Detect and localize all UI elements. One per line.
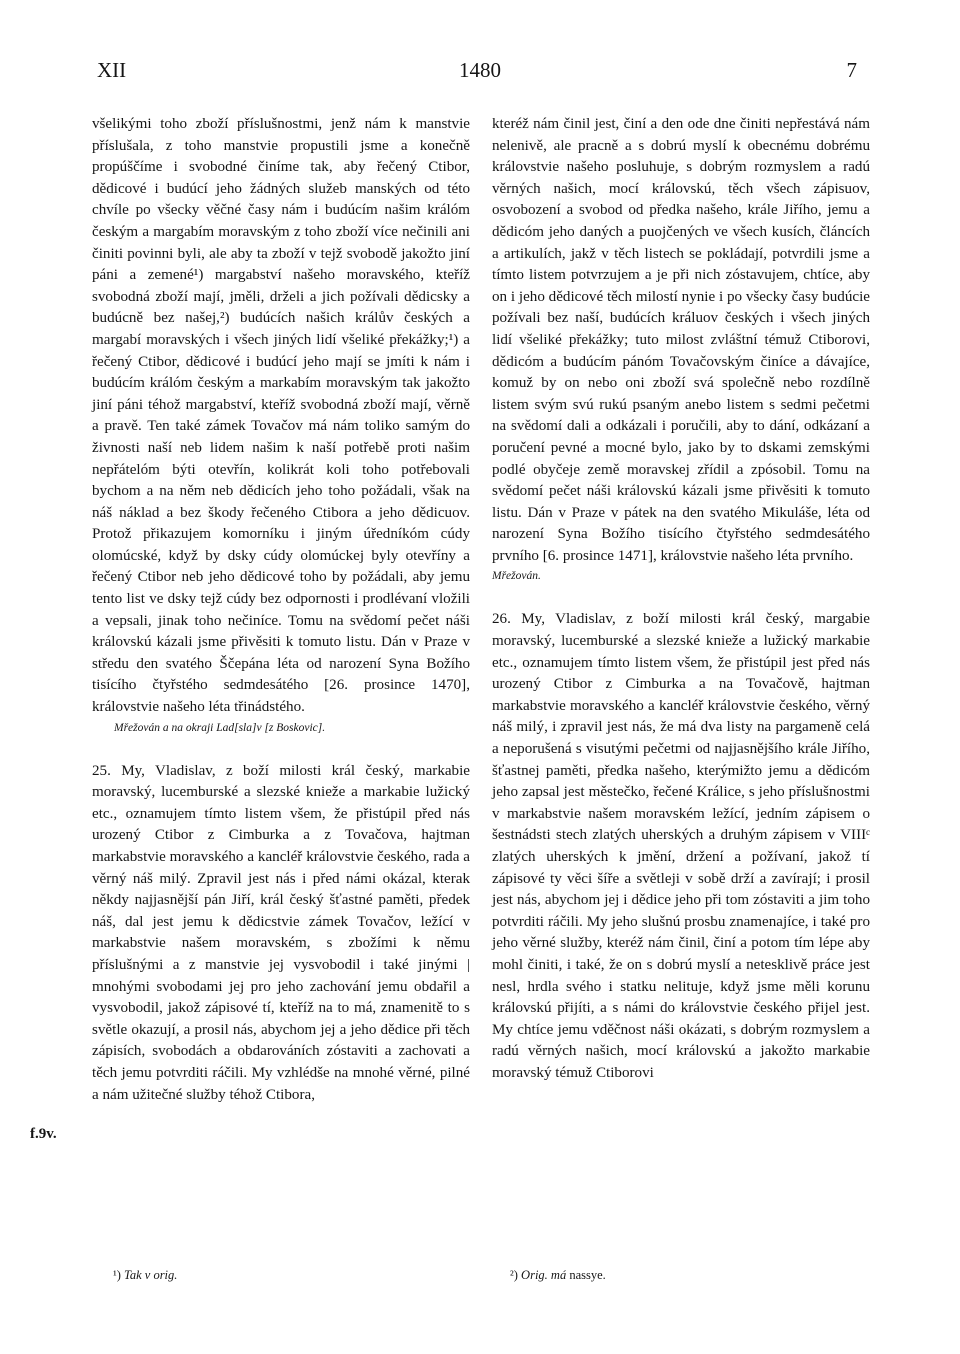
document-24-text: všelikými toho zboží příslušnostmi, jenž nám k manstvie příslušala, z toho manstvie propustili jsme a konečně propúščíme i svobodné činíme tak, aby řečený Ctibor, dědicové i budúcí jeho žádných služeb manských od této chvíle po všecky věčné časy nám i budúcím našim králóm českým a margabím moravským z toho zboží více nečinili ani činiti povinni byli, ale aby ta zboží v tejž svobodě jakožto jiní páni a zemené¹) margabství našeho moravského, kteříž svobodná zboží mají, jměli, drželi a jich požívali dědicsky a budúcně bez našej,²) budúcích našich králův českých a margabí moravských i všech jiných lidí všeliké překážky;¹) a řečený Ctibor, dědicové i budúcí jeho mají se jmíti k nám i budúcím králóm českým a markabím moravským tak jakožto jiní páni téhož margabství, kteříž svobodná zboží mají, věrně a pravě. Ten také zámek Tovačov má nám toliko samým do živnosti naší neb lidem našim k naší potřebě proti našim nepřátelóm býti otevřín, kolikrát koli toho potřebovali bychom a na něm neb dědicích jeho toho požádali, však na náš náklad a bez škody řečeného Ctibora a jeho dědicuov. Protož přikazujem komorníku i jiným úředníkóm cúdy olomúcské, když by dsky cúdy olomúckej byly otevříny a řečený Ctibor neb jeho dědicové toho by požádali, aby jemu tento list ve dsky tejž cúdy bez odpornosti i prodlévaní vložili a vepsali, jinak toho nečiníce. Tomu na svědomí pečet náši královskú kázali jsme přivěsiti k tomuto listu. Dán v Praze v středu den svatého Ščepána léta od narození Syna Božího tisícího čtyřstého sedmdesátého [26. prosince 1470], královstvie našeho léta třinádstého. (92, 116, 470, 716)
footnote-2-mark: ²) (510, 1268, 518, 1282)
right-column (492, 114, 870, 1085)
footnote-2-italic: Orig. má (521, 1268, 567, 1282)
volume-number: XII (97, 58, 127, 82)
page-number: 7 (846, 58, 857, 82)
document-25-signature: Mřežován. (492, 570, 541, 583)
section-gap (492, 585, 870, 609)
footnote-2 (510, 1268, 606, 1283)
document-25-text: 25. My, Vladislav, z boží milosti král český, markabie moravský, lucemburské a slezské knieže a markabie lužický etc., oznamujem tímto listem všem, že přistúpil před nás urozený Ctibor z Cimburka a z Tovačova, hajtman markabstvie moravského a kancléř královstvie českého, rada a věrný náš milý. Zpravil jest nás i před námi okázal, kterak někdy najjasnější pán Jiří, král český šťastné paměti, předek náš, dal jest jemu k dědicstvie zámek Tovačov, ležící v markabstvie našem moravském, s zbožími k němu příslušnými a z manstvie jej vysvobodil i také jinými | mnohými svobodami jej pro jeho zachování jemu obdařil a vysvobodil, jakož zápisové tí, kteříž na to má, znamenitě to s světle okazují, a prosil nás, abychom jej a jeho dědice při těch zápisích, svobodách a obdarováních zóstaviti a zachovati a těch jemu potvrditi ráčili. My vzhlédše na mnohé věrné, pilné a nám užitečné služby téhož Ctibora, (92, 762, 470, 1103)
page-header (0, 58, 960, 88)
footnote-1 (113, 1268, 177, 1283)
document-26-text: 26. My, Vladislav, z boží milosti král český, margabie moravský, lucemburské a slezské knieže a lužický markabie etc., oznamujem tímto listem všem, že přistúpil jest před nás urozený Ctibor z Cimburka a na Tovačově, hajtman markabstvie moravského a kancléř královstvie českého, věrný náš milý, i zpravil jest nás, že má dva listy na pargameně celá a neporušená s visutými pečetmi od najjasnějšího krále Jiřího, šťastnej paměti, předka našeho, kterýmižto jemu a dědicóm jeho zapsal jest městečko, řečené Králice, s jeho příslušnostmi v markabstvie našem moravském ležící, jedním zápisem o šestnádsti stech zlatých uherských a druhým zápisem v VIIIᶜ zlatých uherských k jmění, držení a požívaní, jakož tí zápisové ty věci šíře a světleji v sobě drží a zavírají; i prosil jest nás, abychom jej i dědice jeho při tom zóstaviti a jim toho potvrditi ráčili. My jeho slušnú prosbu znamenajíce, i také pro jeho věrné služby, kteréž nám činil, činí a potom tím lépe aby mohl činiti, i také, že on s dobrú myslí a netesklivě práce jest nesl, hrdla svého i statku nelituje, když jsme měli korunu královskú přijíti, a s námi do královstvie českého přijel jest. My chtíce jemu vděčnost náši okázati, s dobrým rozmyslem a radú věrných našich, mocí královskú a jakožto markabie moravský témuž Ctiborovi (492, 611, 870, 1081)
section-gap (92, 737, 470, 761)
margin-folio-note: f.9v. (30, 1126, 57, 1142)
footnote-1-text: Tak v orig. (124, 1268, 178, 1282)
document-24-signature: Mřežován a na okraji Lad[sla]v [z Boskovic]. (114, 721, 326, 734)
footnote-1-mark: ¹) (113, 1268, 121, 1282)
document-25-continuation: kteréž nám činil jest, činí a den ode dne činiti nepřestává nám nelenivě, ale pracně a s dobrú myslí k obecnému dobrému královstvie našeho posluhuje, s dobrým rozmyslem a radú věrných našich, mocí královskú, těch všech zápisuov, osvobození a svobod od předka našeho, krále Jiřího, jemu a dědicóm jeho daných a puojčených ve všech kusích, článcích a artikulích, jakž v těch listech se pokládají, potvrdili jsme a tímto listem potvrzujem a je při nich zóstavujem, chtíce, aby on i jeho dědicové těch milostí nynie i po všecky časy budúcie požívali bez naší, budúcích králuov českých i všech jiných lidí všeliké překážky; tuto milost zvláštní témuž Ctiborovi, dědicóm a budúcím pánóm Tovačovským činíce a dávajíce, komuž by on nebo oni zboží svá společně nebo rozdílně listem svým svú rukú psaným anebo listem s sedmi pečetmi na svědomí dali a odkázali i poručili, aby to dání, odkázaní a poručení pevné a mocné bylo, jako by to dskami zemskými podlé obyčeje země moravskej zřídil a zpósobil. Tomu na svědomí pečet náši královskú kázali jsme přivěsiti k tomuto listu. Dán v Praze v pátek na den svatého Mikuláše, léta od narození Syna Božího tisícího čtyřstého sedmdesátého prvního [6. prosince 1471], královstvie našeho léta prvního. (492, 116, 870, 564)
left-column (92, 114, 470, 1106)
footnote-2-text: nassye. (569, 1268, 606, 1282)
year-heading: 1480 (459, 58, 501, 82)
